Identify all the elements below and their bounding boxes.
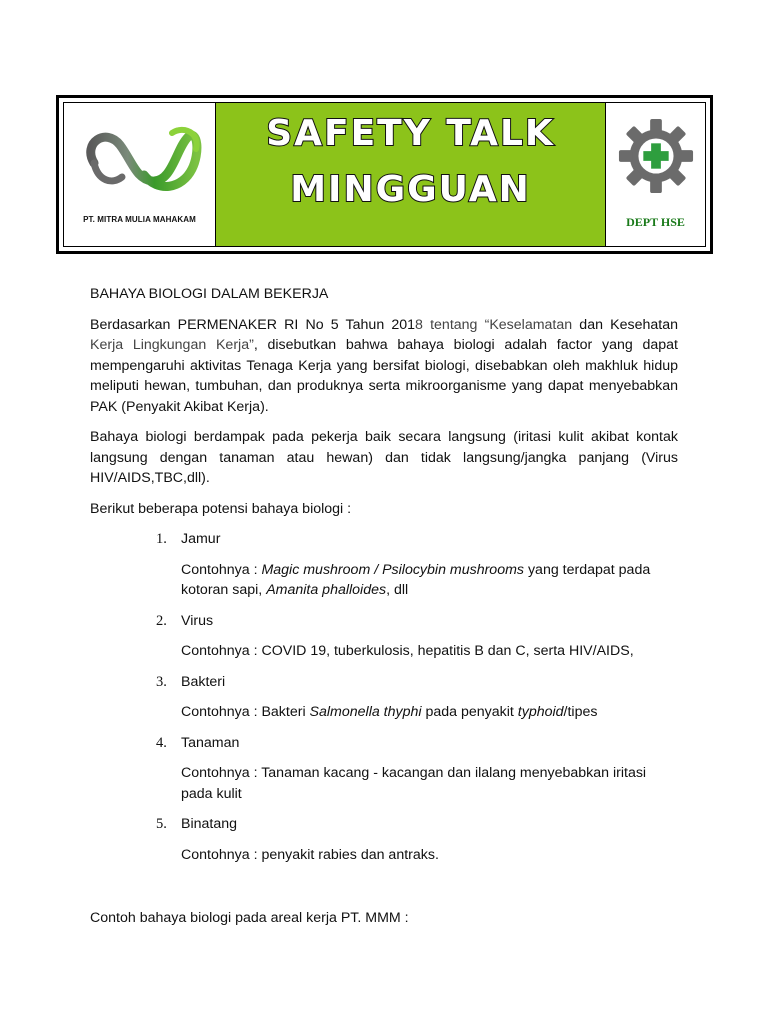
list-item-number: 1. bbox=[156, 531, 167, 547]
gear-cross-icon bbox=[617, 117, 695, 195]
example-text: Contohnya : bbox=[181, 561, 262, 578]
list-item-title bbox=[90, 814, 678, 835]
paragraph-regulation-part-d: Kerja Lingkungan Kerja” bbox=[90, 337, 254, 353]
list-item-number: 3. bbox=[156, 673, 167, 690]
example-italic: typhoid bbox=[517, 704, 564, 720]
banner-title-line1: SAFETY TALK bbox=[266, 113, 555, 154]
example-italic: Magic mushroom / Psilocybin mushrooms bbox=[261, 561, 525, 578]
list-item-label: Binatang bbox=[181, 816, 238, 832]
list-item-label: Tanaman bbox=[181, 734, 240, 751]
list-item-title bbox=[90, 733, 678, 754]
example-text: /tipes bbox=[563, 704, 598, 720]
list-item-example bbox=[90, 845, 678, 866]
document-body bbox=[90, 284, 678, 875]
example-italic: Amanita phalloides bbox=[266, 582, 387, 598]
list-item-title bbox=[90, 611, 678, 632]
paragraph-regulation-part-e: , disebutkan bahwa bahaya biologi adalah factor yang dapat mempengaruhi aktivitas Tenaga Kerja yang bersifat biologi, disebabkan oleh makhluk hidup meliputi hewan, tumbuhan, dan produknya serta mikroorganisme yang dapat menyebabkan PAK (Penyakit Akibat Kerja). bbox=[90, 337, 679, 415]
paragraph-regulation-part-a: Berdasarkan PERMENAKER RI No 5 Tahun 201 bbox=[90, 316, 416, 333]
dept-label: DEPT HSE bbox=[626, 215, 685, 229]
list-item-example bbox=[90, 702, 678, 723]
infinity-wave-logo-icon bbox=[76, 123, 204, 201]
title-cell bbox=[216, 103, 606, 246]
company-name: PT. MITRA MULIA MAHAKAM bbox=[83, 215, 196, 224]
example-text: , dll bbox=[386, 582, 409, 598]
list-item-number: 4. bbox=[156, 734, 167, 751]
list-item-number: 5. bbox=[156, 816, 167, 832]
list-item-example bbox=[90, 560, 678, 601]
header-banner-inner bbox=[63, 102, 706, 247]
list-item-title bbox=[90, 529, 678, 550]
example-text: Contohnya : Bakteri bbox=[181, 704, 310, 720]
document-heading: BAHAYA BIOLOGI DALAM BEKERJA bbox=[90, 286, 329, 302]
example-text: Contohnya : Tanaman kacang - kacangan dan ilalang menyebabkan iritasi pada kulit bbox=[181, 765, 647, 802]
list-intro: Berikut beberapa potensi bahaya biologi : bbox=[90, 500, 352, 517]
closing-line: Contoh bahaya biologi pada areal kerja PT. MMM : bbox=[90, 910, 409, 926]
list-item-example bbox=[90, 641, 678, 662]
example-italic: Salmonella thyphi bbox=[309, 704, 422, 720]
example-text: Contohnya : penyakit rabies dan antraks. bbox=[181, 846, 439, 863]
company-logo-cell bbox=[64, 103, 216, 246]
paragraph-regulation-part-b: 8 tentang “Keselamatan bbox=[415, 316, 573, 333]
header-banner bbox=[56, 95, 713, 254]
paragraph-regulation-part-c: dan Kesehatan bbox=[572, 316, 678, 333]
paragraph-impact: Bahaya biologi berdampak pada pekerja baik secara langsung (iritasi kulit akibat kontak langsung dengan tanaman atau hewan) dan tidak langsung/jangka panjang (Virus HIV/AIDS,TBC,dll). bbox=[90, 429, 678, 486]
hazard-list bbox=[90, 529, 678, 865]
example-text: Contohnya : COVID 19, tuberkulosis, hepatitis B dan C, serta HIV/AIDS, bbox=[181, 643, 634, 659]
banner-title-line2: MINGGUAN bbox=[290, 169, 531, 210]
example-text: yang terdapat pada kotoran sapi, bbox=[181, 561, 651, 598]
list-item-label: Jamur bbox=[181, 531, 221, 547]
list-item-label: Virus bbox=[181, 612, 214, 629]
list-item-label: Bakteri bbox=[181, 673, 226, 690]
hse-logo-cell bbox=[606, 103, 705, 246]
list-item-title bbox=[90, 672, 678, 693]
paragraph-regulation bbox=[90, 315, 678, 418]
list-item-example bbox=[90, 763, 678, 804]
example-text: pada penyakit bbox=[421, 704, 518, 720]
list-item-number: 2. bbox=[156, 612, 167, 629]
